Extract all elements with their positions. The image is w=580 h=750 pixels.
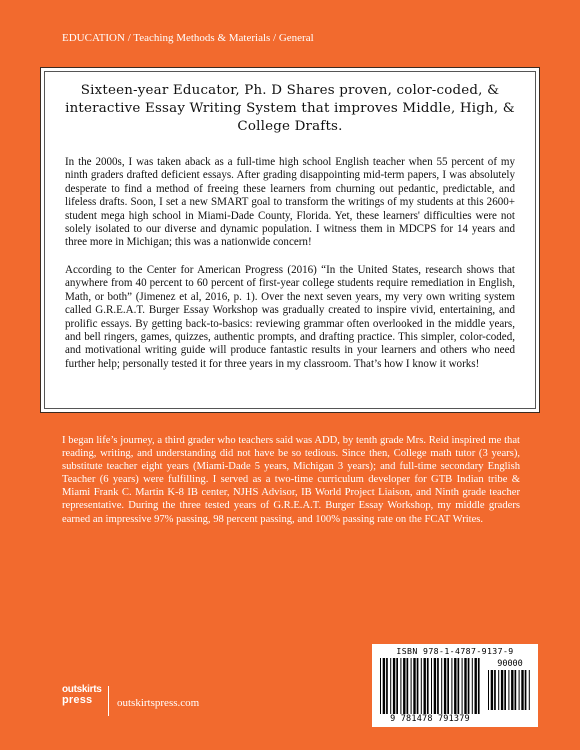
publisher-logo [62, 685, 102, 717]
barcode-bar [468, 658, 470, 714]
category-label: EDUCATION / Teaching Methods & Materials / General [62, 32, 314, 44]
barcode-bar [427, 658, 429, 714]
barcode-bar [525, 670, 527, 710]
barcode-bar [521, 670, 523, 710]
barcode-bar [383, 658, 385, 714]
barcode-bar [380, 658, 381, 714]
barcode-bar [464, 658, 466, 714]
barcode-bar [434, 658, 436, 714]
ean-digits: 9 781478 791379 [390, 714, 470, 724]
barcode-bar [424, 658, 426, 714]
barcode-bar [498, 670, 499, 710]
barcode-bar [529, 670, 530, 710]
headline: Sixteen-year Educator, Ph. D Shares proven, color-coded, & interactive Essay Writing System that improves Middle, High, & College Drafts. [65, 83, 515, 134]
barcode-bar [386, 658, 388, 714]
barcode-bar [390, 658, 391, 714]
barcode-bar [396, 658, 398, 714]
barcode-bar [491, 670, 493, 710]
barcode-bar [488, 670, 489, 710]
author-bio: I began life’s journey, a third grader who teachers said was ADD, by tenth grade Mrs. Reid inspired me that reading, writing, and understanding did not have be so tedious. Since then, College math tutor (3 years), substitute teacher eight years (Miami-Dade 5 years, Michigan 3 years); and full-time secondary English Teacher (6 years) were fulfilling. I served as a two-time curriculum developer for GTB Indian tribe & Miami Frank C. Martin K-8 IB center, NJHS Advisor, IB World Project Liaison, and Ninth grade teacher representative. During the three tested years of G.R.E.A.T. Burger Essay Workshop, my middle graders earned an impressive 97% passing, 98 percent passing, and 100% passing rate on the FCAT Writes. [62, 435, 520, 525]
barcode-bar [411, 658, 412, 714]
barcode-bar [441, 658, 442, 714]
barcode-bar [454, 658, 456, 714]
barcode-bar [437, 658, 439, 714]
barcode-bar [515, 670, 517, 710]
barcode-bar [444, 658, 446, 714]
description-panel [40, 67, 540, 413]
barcode-bar [511, 670, 513, 710]
isbn-barcode [372, 644, 538, 727]
description-paragraph-1: In the 2000s, I was taken aback as a full-time high school English teacher when 55 percent of my ninth graders drafted deficient essays. After grading disappointing mid-term papers, I was absolutely desperate to find a method of freeing these learners from churning out pedantic, predictable, and lifeless drafts. Soon, I set a new SMART goal to transform the writings of my students at this 2600+ student mega high school in Miami-Dade County, Florida. Yet, these learners' difficulties were not solely isolated to our diverse and dynamic population. I witness them in MDCPS for 14 years and three more in Michigan; this was a nationwide concern! [65, 156, 515, 249]
ean-barcode-bars [380, 658, 480, 714]
barcode-bar [519, 670, 520, 710]
barcode-bar [504, 670, 506, 710]
barcode-bar [508, 670, 509, 710]
isbn-label: ISBN 978-1-4787-9137-9 [396, 646, 514, 656]
barcode-bar [421, 658, 422, 714]
footer-divider [108, 686, 109, 716]
barcode-bar [431, 658, 432, 714]
barcode-bar [393, 658, 395, 714]
barcode-bar [472, 658, 473, 714]
barcode-bar [458, 658, 460, 714]
barcode-bar [478, 658, 480, 714]
logo-text-outskirts: outskirts [62, 684, 102, 695]
barcode-bar [413, 658, 415, 714]
barcode-bar [501, 670, 503, 710]
barcode-bar [407, 658, 409, 714]
description-paragraph-2: According to the Center for American Progress (2016) “In the United States, research shows that anywhere from 40 percent to 60 percent of first-year college students require remediation in English, Math, or both” (Jimenez et al, 2016, p. 1). Over the next seven years, my very own writing system called G.R.E.A.T. Burger Essay Workshop was gradually created to inspire vivid, entertaining, and prolific essays. By getting back-to-basics: reviewing grammar often overlooked in the middle years, and bell ringers, games, quizzes, authentic prompts, and drafting practice. This simpler, color-coded, and motivational writing guide will produce fantastic results in your learners and others who need further help; personally tested it for three years in my classroom. That’s how I know it works! [65, 264, 515, 370]
logo-text-press: press [62, 694, 93, 706]
barcode-bar [403, 658, 405, 714]
barcode-bar [417, 658, 419, 714]
addon-barcode-bars [488, 670, 532, 710]
barcode-bar [447, 658, 449, 714]
barcode-bar [494, 670, 496, 710]
barcode-bar [475, 658, 477, 714]
barcode-bar [462, 658, 463, 714]
addon-digits: 90000 [497, 659, 523, 669]
publisher-website: outskirtspress.com [117, 697, 200, 709]
barcode-bar [451, 658, 452, 714]
barcode-bar [400, 658, 401, 714]
